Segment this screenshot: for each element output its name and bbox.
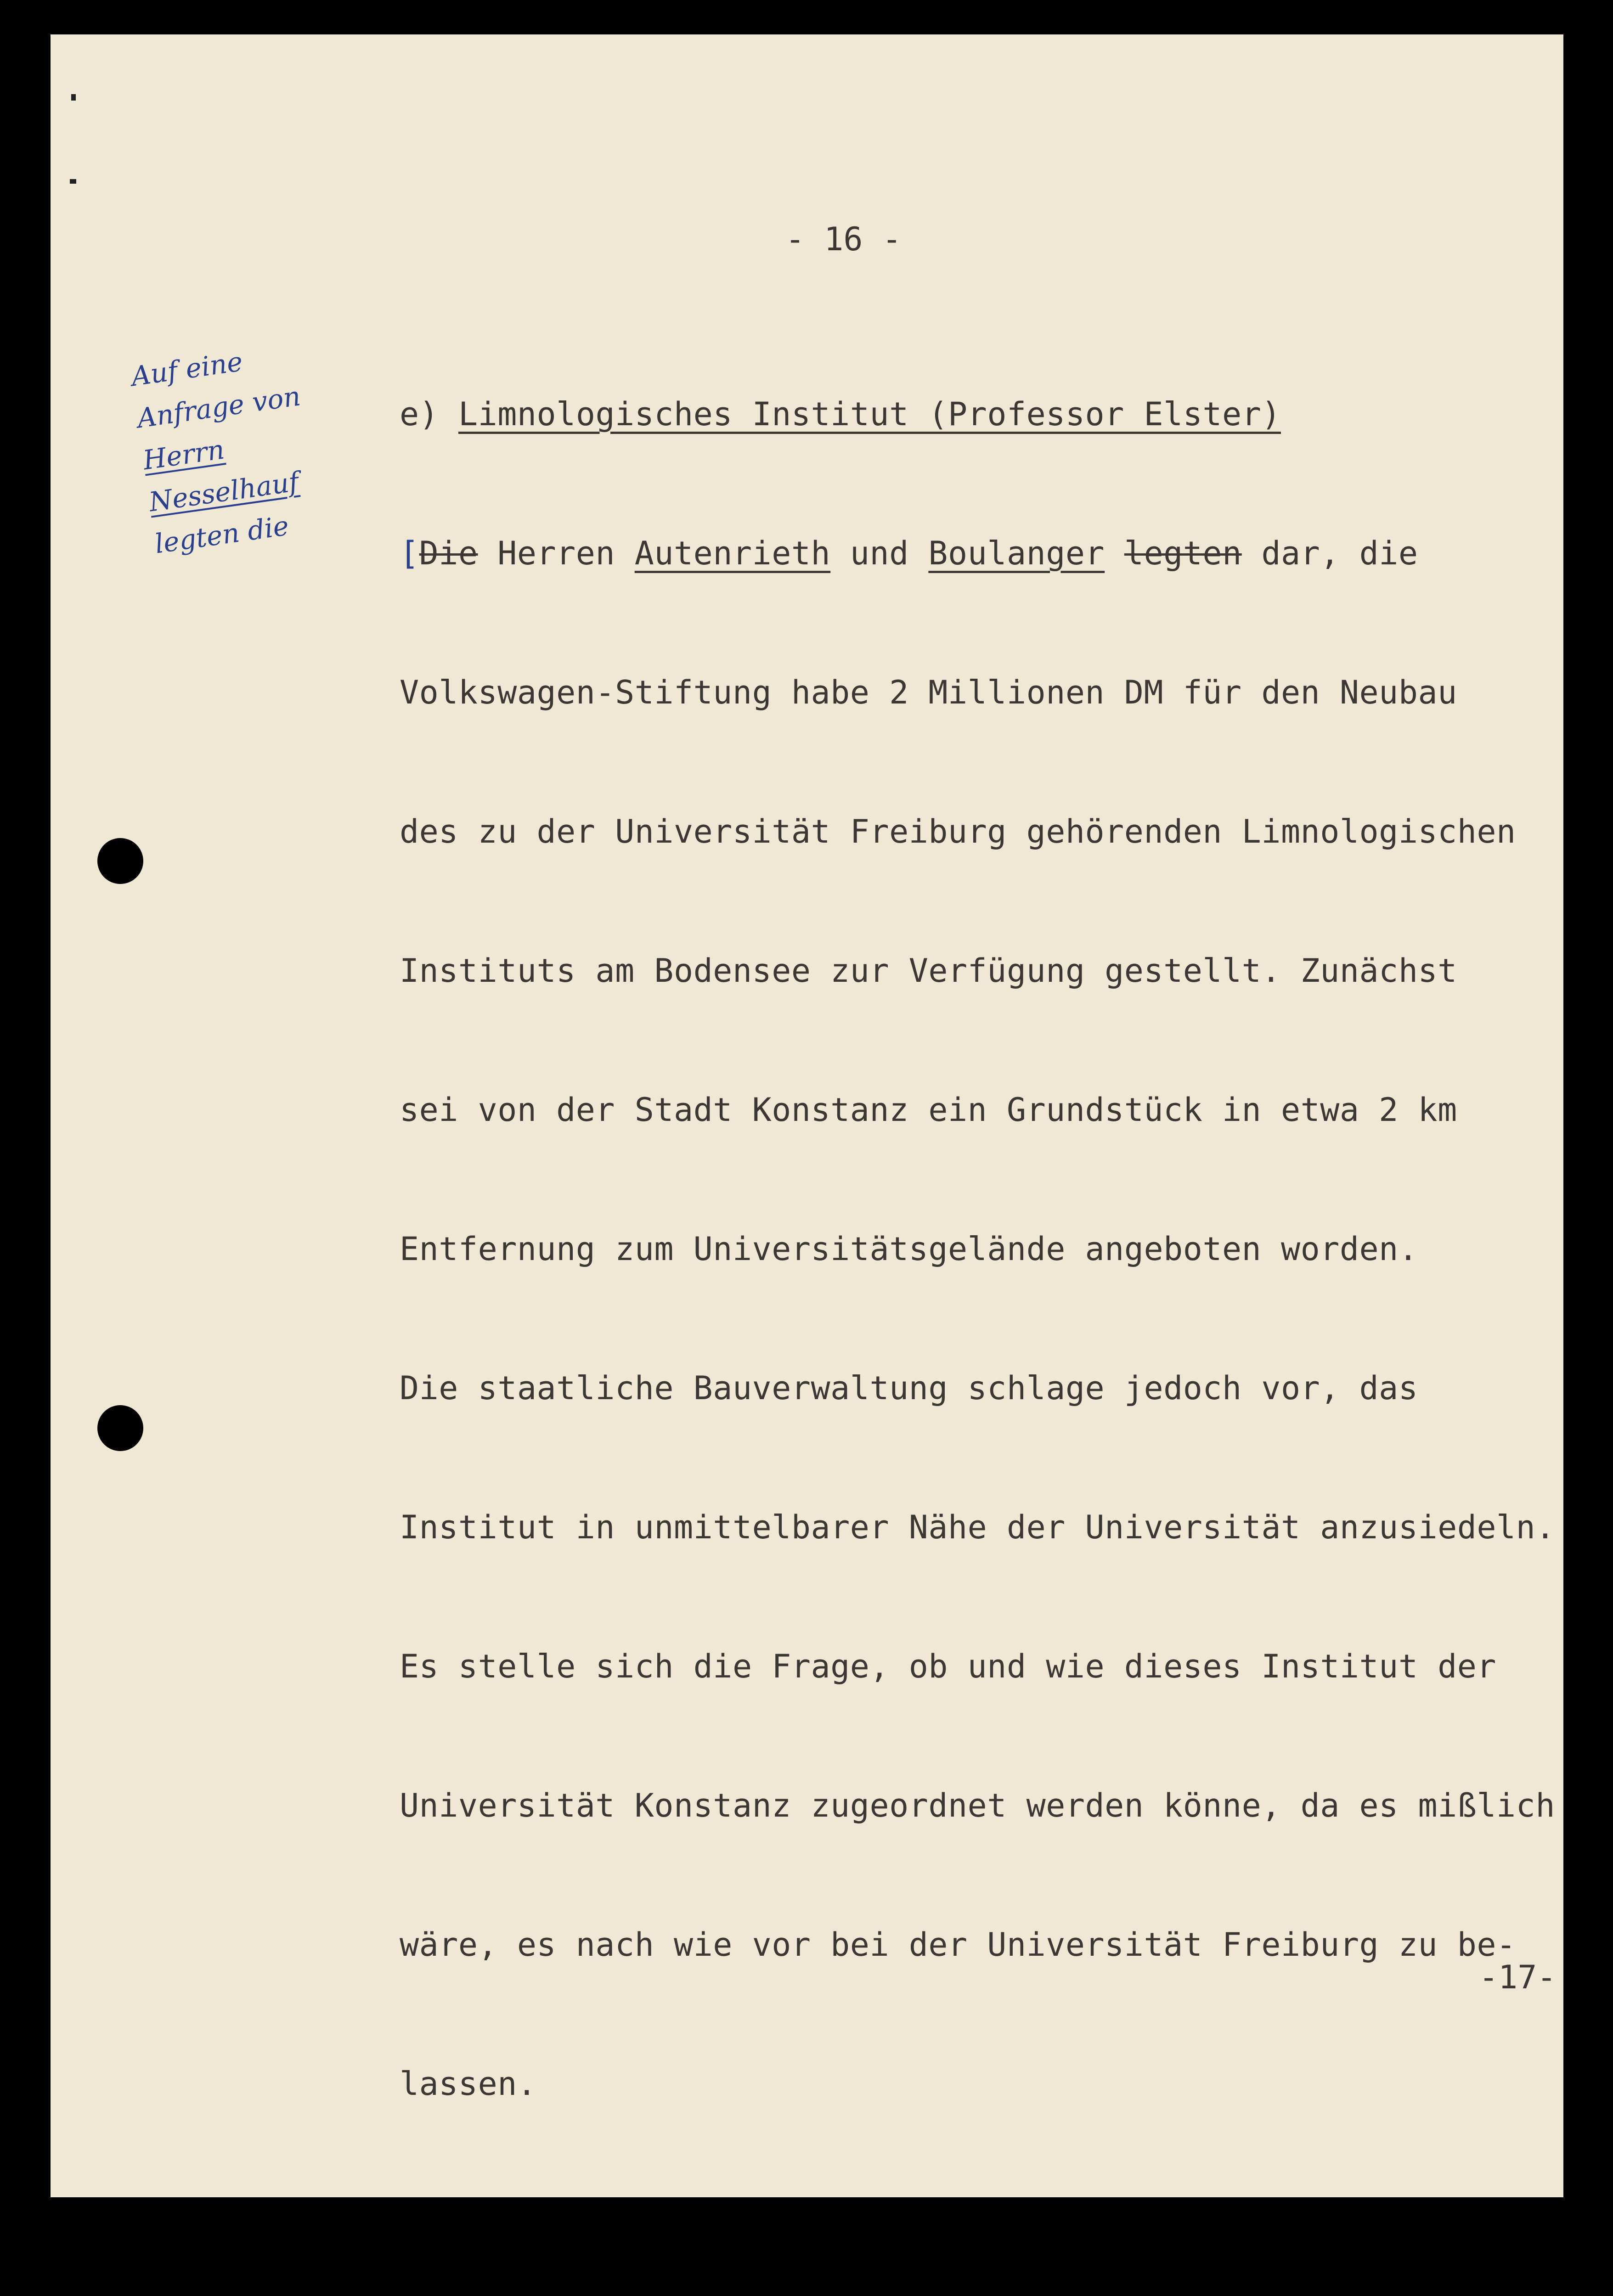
text-line: lassen.: [400, 2065, 537, 2103]
section-e-label: e): [400, 395, 439, 433]
text-line: Es stelle sich die Frage, ob und wie dieses Institut der: [400, 1648, 1497, 1685]
edit-bracket: [: [400, 535, 419, 572]
text-line: Instituts am Bodensee zur Verfügung gestellt. Zunächst: [400, 952, 1457, 990]
text-line: Die staatliche Bauverwaltung schlage jedoch vor, das: [400, 1369, 1418, 1407]
struck-article: Die: [419, 535, 478, 572]
body-text: [400, 298, 1613, 2296]
page-number: - 16 -: [785, 220, 902, 258]
struck-verb: legten: [1124, 535, 1242, 572]
text-line: Entfernung zum Universitätsgelände angeboten worden.: [400, 1230, 1418, 1268]
text-fragment: [1105, 535, 1124, 572]
text-line: sei von der Stadt Konstanz ein Grundstück in etwa 2 km: [400, 1091, 1457, 1129]
name-autenrieth: Autenrieth: [634, 535, 831, 572]
text-fragment: Herren: [478, 535, 635, 572]
section-e-heading-row: [400, 391, 1613, 438]
margin-note-line: Anfrage von: [135, 380, 303, 434]
text-line: wäre, es nach wie vor bei der Universität Freiburg zu be-: [400, 1926, 1516, 1964]
text-line: des zu der Universität Freiburg gehörenden Limnologischen: [400, 813, 1516, 850]
text-line: Universität Konstanz zugeordnet werden könne, da es mißlich: [400, 1787, 1555, 1824]
text-line: Institut in unmittelbarer Nähe der Universität anzusiedeln.: [400, 1508, 1555, 1546]
text-fragment: und: [830, 535, 929, 572]
margin-note-line: Auf eine: [129, 345, 245, 393]
document-page: [51, 34, 1563, 2197]
section-e-first-line: [400, 530, 1613, 577]
margin-note-line: Herrn Nesselhauf: [141, 433, 301, 518]
ink-speck: [71, 94, 76, 101]
text-fragment: dar, die: [1241, 535, 1418, 572]
section-e-heading: Limnologisches Institut (Professor Elster): [458, 395, 1281, 433]
name-boulanger: Boulanger: [928, 535, 1105, 572]
punch-hole: [97, 838, 143, 884]
punch-hole: [97, 1405, 143, 1451]
handwritten-margin-note: [129, 323, 395, 565]
ink-speck: [70, 179, 76, 184]
next-page-marker: -17-: [1479, 1958, 1557, 1996]
text-line: Volkswagen-Stiftung habe 2 Millionen DM für den Neubau: [400, 674, 1457, 711]
margin-note-line: legten die: [152, 510, 291, 560]
